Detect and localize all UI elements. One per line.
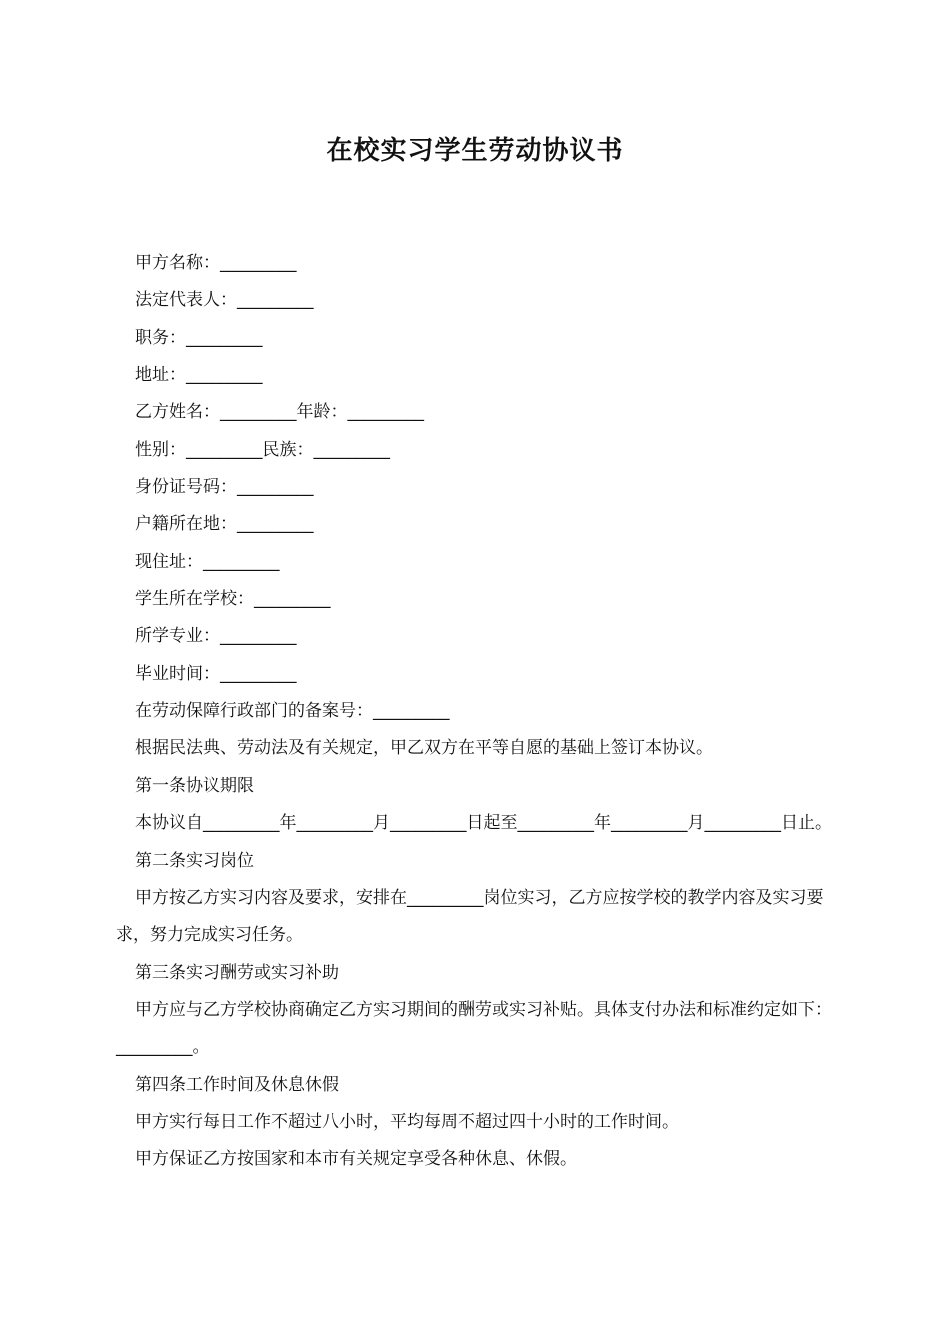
field-filing-number: 在劳动保障行政部门的备案号：_________ — [135, 701, 450, 722]
article-4-heading: 第四条工作时间及休息休假 — [135, 1074, 339, 1095]
field-current-address: 现住址：_________ — [135, 551, 280, 572]
article-1-heading: 第一条协议期限 — [135, 775, 254, 796]
document-body — [116, 245, 836, 1179]
field-id-number: 身份证号码：_________ — [135, 477, 314, 498]
article-4-paragraph-2: 甲方保证乙方按国家和本市有关规定享受各种休息、休假。 — [135, 1149, 577, 1170]
field-legal-representative: 法定代表人：_________ — [135, 290, 314, 311]
field-party-b-name-age: 乙方姓名：_________年龄：_________ — [135, 402, 424, 423]
field-party-a-name: 甲方名称：_________ — [135, 253, 297, 273]
article-2-paragraph: 甲方按乙方实习内容及要求，安排在_________岗位实习，乙方应按学校的教学内容及实习要求，努力完成实习任务。 — [116, 887, 824, 946]
article-3-paragraph: 甲方应与乙方学校协商确定乙方实习期间的酬劳或实习补贴。具体支付办法和标准约定如下：_________。 — [116, 999, 832, 1058]
field-graduation-date: 毕业时间：_________ — [135, 663, 297, 684]
article-2-heading: 第二条实习岗位 — [135, 850, 254, 871]
field-gender-ethnicity: 性别：_________民族：_________ — [135, 439, 390, 460]
article-1-paragraph: 本协议自_________年_________月_________日起至_________年_________月_________日止。 — [135, 813, 832, 834]
preamble-paragraph: 根据民法典、劳动法及有关规定，甲乙双方在平等自愿的基础上签订本协议。 — [135, 738, 713, 759]
article-3-heading: 第三条实习酬劳或实习补助 — [135, 962, 339, 983]
document-title: 在校实习学生劳动协议书 — [326, 136, 624, 166]
field-school: 学生所在学校：_________ — [135, 589, 331, 610]
field-household-registration: 户籍所在地：_________ — [135, 514, 314, 535]
article-4-paragraph-1: 甲方实行每日工作不超过八小时，平均每周不超过四十小时的工作时间。 — [135, 1111, 679, 1132]
field-major: 所学专业：_________ — [135, 626, 297, 647]
field-address: 地址：_________ — [135, 365, 263, 386]
field-position: 职务：_________ — [135, 327, 263, 348]
